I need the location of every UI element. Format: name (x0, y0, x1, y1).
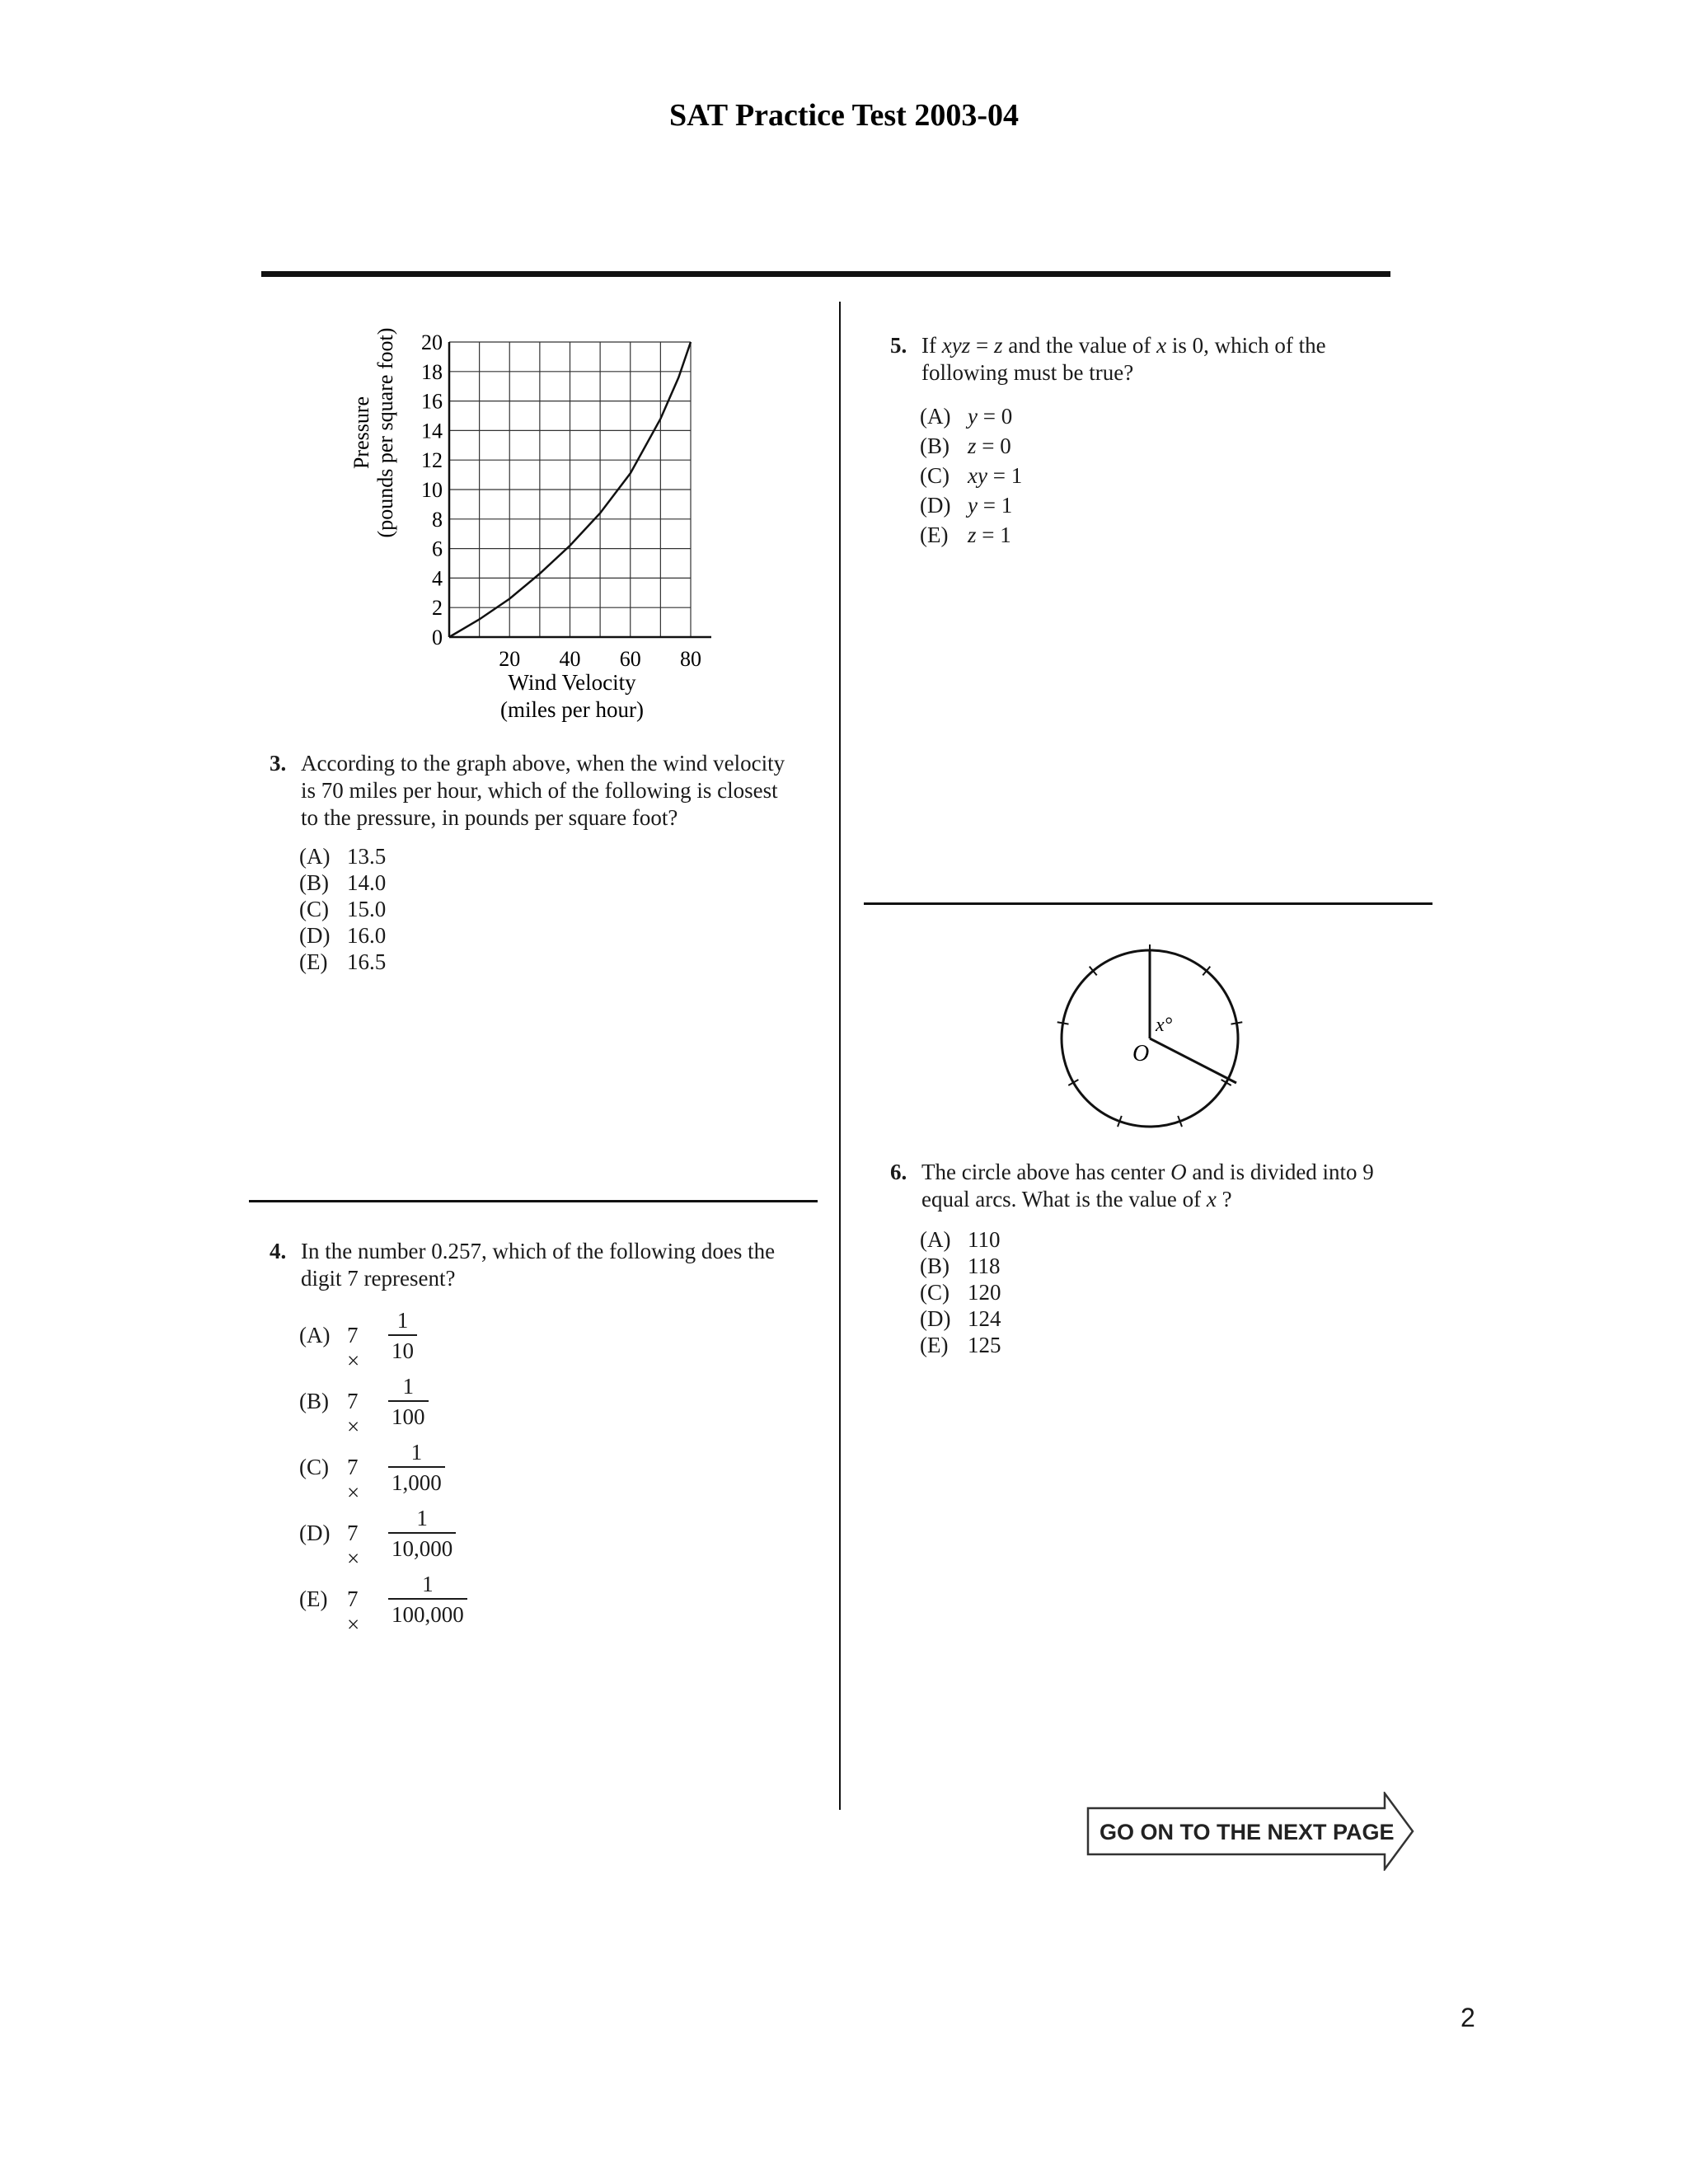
stem-fragment: If (921, 333, 942, 358)
question-3-text: According to the graph above, when the wind velocity is 70 miles per hour, which of the following is closest to the pressure, in pounds per square foot? (301, 751, 785, 830)
stem-fragment: x (1206, 1187, 1217, 1212)
next-page-label: GO ON TO THE NEXT PAGE (1100, 1820, 1395, 1844)
choice-letter: (E) (920, 523, 949, 547)
question-3-choice[interactable] (299, 949, 386, 975)
fraction-numerator: 1 (388, 1438, 445, 1468)
question-5-choices (920, 401, 1022, 550)
choice-letter: (C) (299, 1455, 329, 1479)
stem-fragment: and is divided into 9 equal arcs. What is the value of (921, 1160, 1374, 1212)
page-number: 2 (1461, 2003, 1475, 2032)
question-3-number: 3. (270, 751, 287, 776)
choice-multiplier: 7 × (347, 1455, 360, 1505)
stem-fragment: is 0, which of the following must be true? (921, 333, 1326, 385)
stem-fragment: ? (1216, 1187, 1232, 1212)
stem-fragment: and the value of (1002, 333, 1157, 358)
chart-grid (449, 342, 691, 637)
arc-tick (1057, 1022, 1069, 1024)
fraction (388, 1570, 467, 1629)
choice-variable: y (968, 404, 978, 429)
choice-variable: xy (968, 463, 987, 488)
fraction (388, 1504, 456, 1563)
choice-equation: = 1 (976, 523, 1011, 547)
question-6-stem (890, 1159, 1401, 1213)
column-divider (839, 302, 841, 1810)
choice-equation: = 1 (977, 493, 1013, 518)
center-label: O (1132, 1041, 1150, 1066)
choice-letter: (B) (299, 870, 329, 895)
question-4-number: 4. (270, 1239, 287, 1263)
choice-value: 118 (968, 1254, 1001, 1278)
question-5-text (921, 332, 1385, 387)
wind-pressure-chart (346, 326, 725, 725)
fraction-denominator: 10 (392, 1338, 414, 1363)
question-3-stem (270, 750, 797, 832)
y-axis-sublabel: (pounds per square foot) (373, 327, 397, 538)
choice-letter: (B) (299, 1389, 329, 1413)
y-tick-label: 14 (421, 419, 443, 443)
question-6-number: 6. (890, 1160, 907, 1184)
fraction-denominator: 100,000 (392, 1602, 464, 1627)
choice-letter: (E) (299, 1586, 328, 1611)
choice-letter: (C) (299, 897, 329, 921)
question-6-choice[interactable] (920, 1253, 1001, 1279)
choice-letter: (A) (299, 844, 331, 869)
y-tick-label: 2 (432, 596, 443, 621)
x-axis-label: Wind Velocity (508, 670, 636, 695)
choice-letter: (C) (920, 1280, 950, 1305)
choice-multiplier: 7 × (347, 1521, 360, 1571)
x-tick-label: 20 (499, 647, 521, 671)
question-3-choice[interactable] (299, 896, 386, 922)
y-tick-label: 4 (432, 566, 443, 591)
choice-equation: = 0 (977, 404, 1013, 429)
choice-variable: z (968, 434, 977, 458)
x-axis-sublabel: (miles per hour) (500, 697, 644, 722)
fraction (388, 1438, 445, 1497)
question-3-choice[interactable] (299, 869, 386, 896)
radius-angled (1150, 1038, 1236, 1083)
fraction (388, 1306, 417, 1366)
choice-letter: (A) (920, 404, 951, 429)
choice-letter: (D) (299, 1521, 331, 1545)
choice-value: 15.0 (347, 897, 387, 921)
choice-letter: (B) (920, 434, 950, 458)
choice-value: 120 (968, 1280, 1001, 1305)
fraction-numerator: 1 (388, 1306, 417, 1336)
fraction-numerator: 1 (388, 1372, 429, 1402)
question-4-stem (270, 1238, 797, 1292)
choice-variable: z (968, 523, 977, 547)
arc-tick (1231, 1022, 1242, 1024)
fraction-denominator: 10,000 (392, 1536, 453, 1561)
question-5-choice[interactable] (920, 490, 1022, 520)
choice-letter: (E) (299, 949, 328, 974)
stem-fragment: z (993, 333, 1003, 358)
question-3-choices (299, 843, 386, 975)
question-5-stem (890, 332, 1385, 387)
question-5-choice[interactable] (920, 520, 1022, 550)
x-tick-labels (499, 647, 701, 671)
question-5-choice[interactable] (920, 401, 1022, 431)
stem-fragment: The circle above has center (921, 1160, 1171, 1184)
question-3-choice[interactable] (299, 843, 386, 869)
question-6-choice[interactable] (920, 1305, 1001, 1332)
choice-value: 16.0 (347, 923, 387, 948)
x-tick-label: 40 (559, 647, 581, 671)
stem-fragment: O (1170, 1160, 1187, 1184)
question-6-choices (920, 1226, 1001, 1358)
choice-multiplier: 7 × (347, 1586, 360, 1637)
choice-value: 110 (968, 1227, 1001, 1252)
question-5-choice[interactable] (920, 461, 1022, 490)
stem-fragment: = (970, 333, 994, 358)
question-6-choice[interactable] (920, 1279, 1001, 1305)
y-tick-label: 12 (421, 448, 443, 473)
question-6-choice[interactable] (920, 1226, 1001, 1253)
question-4-text: In the number 0.257, which of the following does the digit 7 represent? (301, 1239, 776, 1291)
choice-letter: (D) (299, 923, 331, 948)
choice-letter: (E) (920, 1333, 949, 1357)
choice-multiplier: 7 × (347, 1323, 360, 1373)
right-mid-rule (864, 902, 1432, 905)
choice-letter: (D) (920, 1306, 951, 1331)
page-title: SAT Practice Test 2003-04 (669, 98, 1019, 133)
question-5-choice[interactable] (920, 431, 1022, 461)
choice-value: 13.5 (347, 844, 387, 869)
y-axis-label: Pressure (349, 396, 373, 470)
y-tick-label: 6 (432, 537, 443, 561)
question-5-number: 5. (890, 333, 907, 358)
fraction-numerator: 1 (388, 1504, 456, 1534)
y-tick-label: 18 (421, 359, 443, 384)
choice-value: 14.0 (347, 870, 387, 895)
choice-letter: (A) (299, 1323, 331, 1347)
choice-letter: (A) (920, 1227, 951, 1252)
choice-value: 16.5 (347, 949, 387, 974)
angle-label: x° (1156, 1015, 1173, 1036)
choice-equation: = 0 (976, 434, 1011, 458)
question-3-choice[interactable] (299, 922, 386, 949)
fraction-denominator: 1,000 (392, 1470, 442, 1495)
question-6-text (921, 1159, 1401, 1213)
fraction-denominator: 100 (392, 1404, 425, 1429)
top-rule (261, 271, 1390, 277)
y-tick-label: 10 (421, 478, 443, 502)
y-tick-label: 20 (421, 330, 443, 354)
stem-fragment: x (1156, 333, 1167, 358)
left-mid-rule (249, 1200, 818, 1202)
choice-letter: (D) (920, 493, 951, 518)
next-page-arrow[interactable] (1086, 1792, 1416, 1871)
choice-value: 125 (968, 1333, 1001, 1357)
choice-equation: = 1 (987, 463, 1023, 488)
choice-letter: (C) (920, 463, 950, 488)
y-tick-label: 16 (421, 389, 443, 414)
fraction (388, 1372, 429, 1432)
choice-letter: (B) (920, 1254, 950, 1278)
x-tick-label: 60 (619, 647, 641, 671)
choice-multiplier: 7 × (347, 1389, 360, 1439)
choice-value: 124 (968, 1306, 1001, 1331)
circle-figure (1047, 935, 1253, 1141)
y-tick-label: 8 (432, 507, 443, 532)
question-6-choice[interactable] (920, 1332, 1001, 1358)
fraction-numerator: 1 (388, 1570, 467, 1600)
y-tick-label: 0 (432, 626, 443, 649)
y-tick-labels (421, 330, 443, 649)
stem-fragment: xyz (941, 333, 971, 358)
choice-variable: y (968, 493, 978, 518)
x-tick-label: 80 (680, 647, 701, 671)
